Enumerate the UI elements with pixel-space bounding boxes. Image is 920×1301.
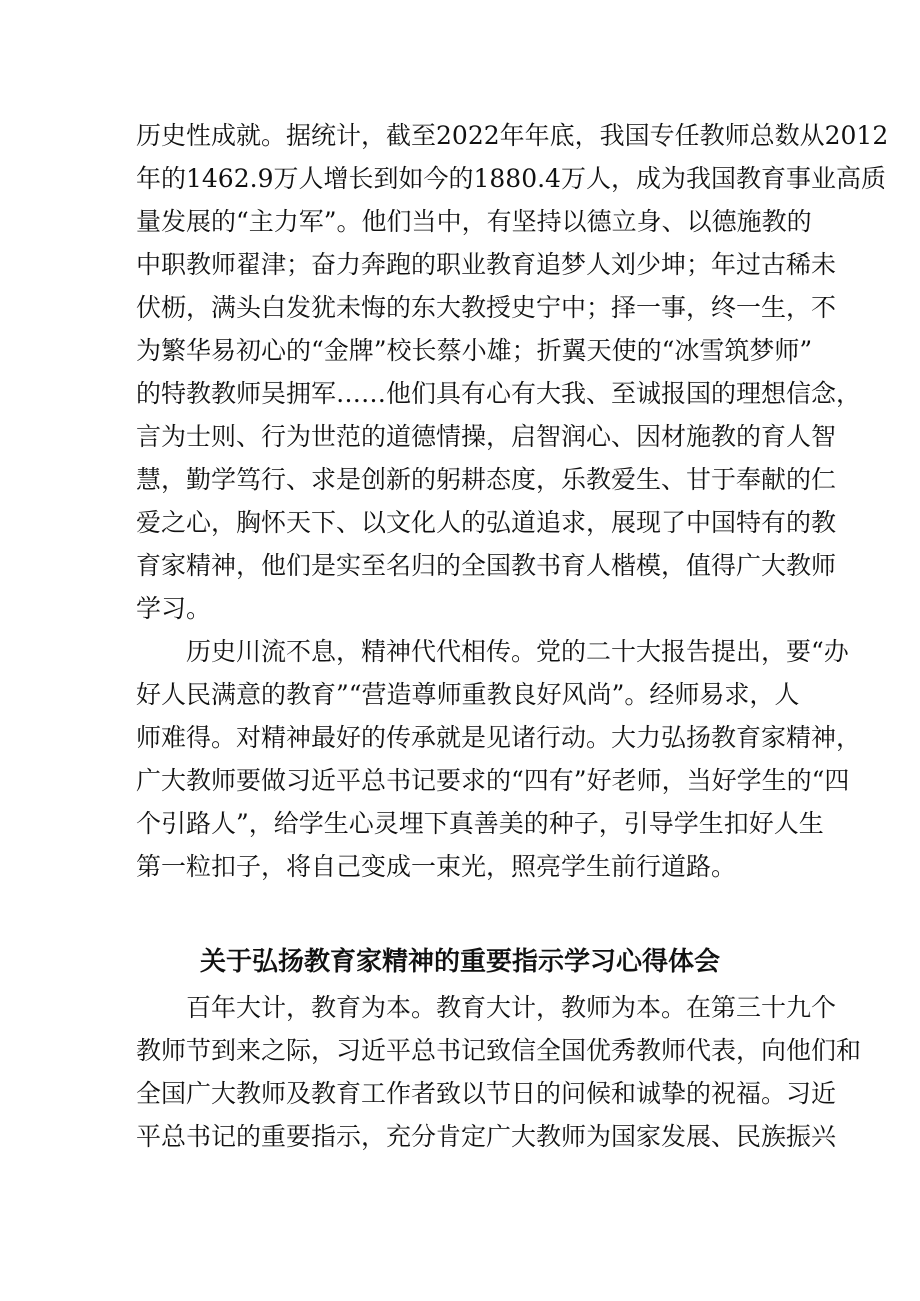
- section-heading: 关于弘扬教育家精神的重要指示学习心得体会: [199, 947, 720, 977]
- text-line: 量发展的“主力军”。他们当中，有坚持以德立身、以德施教的: [136, 207, 812, 236]
- text-line: 广大教师要做习近平总书记要求的“四有”好老师，当好学生的“四: [136, 766, 850, 795]
- text-line: 历史川流不息，精神代代相传。党的二十大报告提出，要“办: [186, 637, 849, 666]
- text-line: 年的1462.9万人增长到如今的1880.4万人，成为我国教育事业高质: [136, 164, 886, 193]
- text-line: 好人民满意的教育”“营造尊师重教良好风尚”。经师易求，人: [136, 680, 800, 709]
- text-line: 中职教师翟津；奋力奔跑的职业教育追梦人刘少坤；年过古稀未: [136, 250, 837, 279]
- text-line: 伏枥，满头白发犹未悔的东大教授史宁中；择一事，终一生，不: [136, 293, 837, 322]
- text-line: 慧，勤学笃行、求是创新的躬耕态度，乐教爱生、甘于奉献的仁: [136, 465, 837, 494]
- text-line: 言为士则、行为世范的道德情操，启智润心、因材施教的育人智: [136, 422, 837, 451]
- text-line: 的特教教师吴拥军……他们具有心有大我、至诚报国的理想信念，: [136, 379, 862, 408]
- text-line: 教师节到来之际，习近平总书记致信全国优秀教师代表，向他们和: [136, 1036, 862, 1065]
- text-line: 百年大计，教育为本。教育大计，教师为本。在第三十九个: [186, 993, 837, 1022]
- text-line: 育家精神，他们是实至名归的全国教书育人楷模，值得广大教师: [136, 551, 837, 580]
- text-line: 全国广大教师及教育工作者致以节日的问候和诚挚的祝福。习近: [136, 1079, 837, 1108]
- text-line: 学习。: [136, 594, 212, 623]
- text-line: 平总书记的重要指示，充分肯定广大教师为国家发展、民族振兴: [136, 1122, 837, 1151]
- text-line: 为繁华易初心的“金牌”校长蔡小雄；折翼天使的“冰雪筑梦师”: [136, 336, 813, 365]
- text-line: 历史性成就。据统计，截至2022年年底，我国专任教师总数从2012: [136, 121, 889, 150]
- text-line: 第一粒扣子，将自己变成一束光，照亮学生前行道路。: [136, 852, 737, 881]
- text-line: 师难得。对精神最好的传承就是见诸行动。大力弘扬教育家精神，: [136, 723, 862, 752]
- text-line: 爱之心，胸怀天下、以文化人的弘道追求，展现了中国特有的教: [136, 508, 837, 537]
- text-line: 个引路人”，给学生心灵埋下真善美的种子，引导学生扣好人生: [136, 809, 824, 838]
